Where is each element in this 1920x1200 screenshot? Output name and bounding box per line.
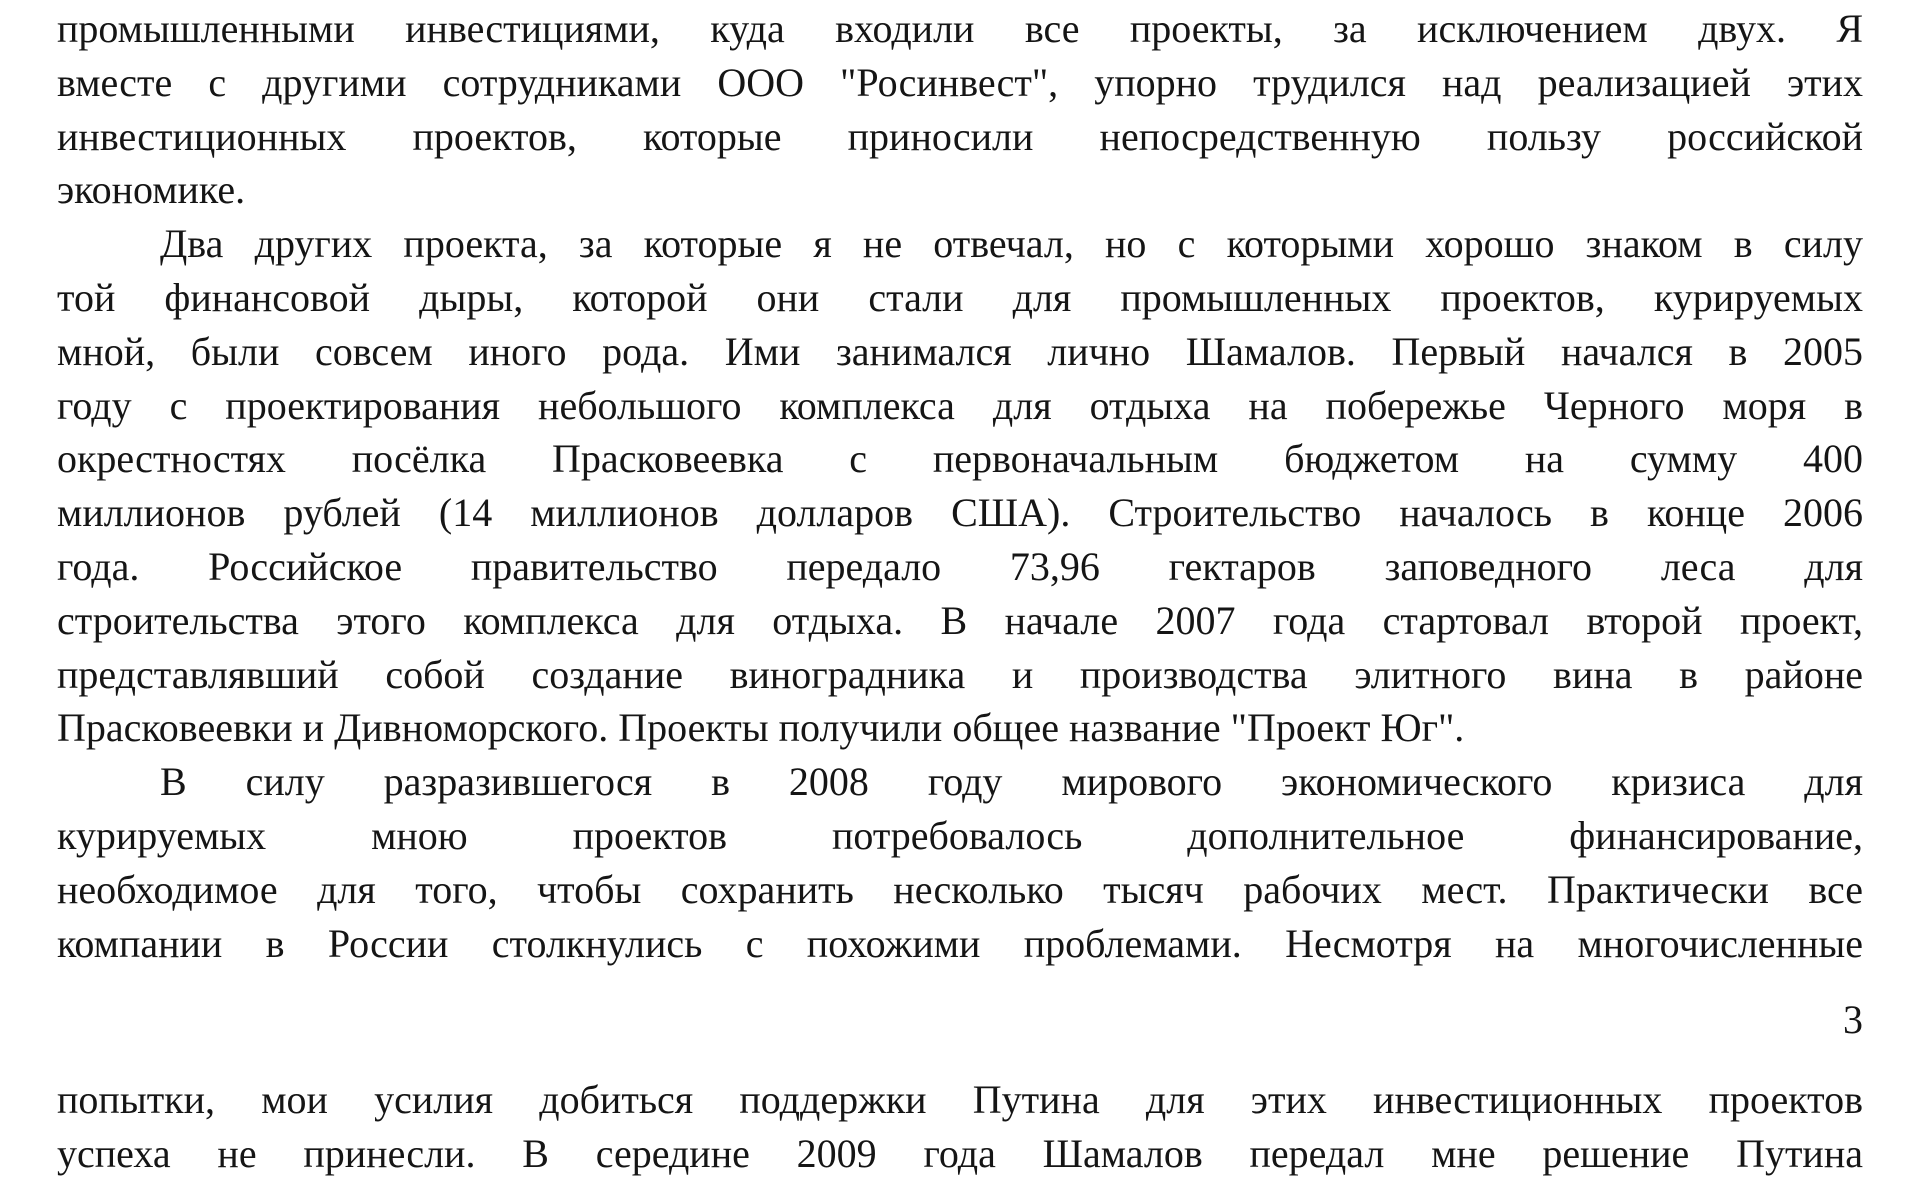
text-line: окрестностях посёлка Прасковеевка с первоначальным бюджетом на сумму 400 [57,436,1863,482]
text-line: попытки, мои усилия добиться поддержки Путина для этих инвестиционных проектов [57,1077,1863,1122]
text-line: миллионов рублей (14 миллионов долларов США). Строительство началось в конце 2006 [57,490,1863,536]
text-line: строительства этого комплекса для отдыха. В начале 2007 года стартовал второй проект, [57,597,1863,643]
text-line: вместе с другими сотрудниками ООО "Росинвест", упорно трудился над реализацией этих [57,59,1863,105]
text-line: Два других проекта, за которые я не отвечал, но с которыми хорошо знаком в силу [160,221,1863,267]
page-4-body-text [57,1073,1863,1181]
text-line: необходимое для того, чтобы сохранить несколько тысяч рабочих мест. Практически все [57,866,1863,912]
text-line: В силу разразившегося в 2008 году мирового экономического кризиса для [160,759,1863,805]
text-line: инвестиционных проектов, которые приносили непосредственную пользу российской [57,113,1863,159]
page-number: 3 [1843,997,1863,1042]
text-line: той финансовой дыры, которой они стали для промышленных проектов, курируемых [57,274,1863,320]
text-line: года. Российское правительство передало 73,96 гектаров заповедного леса для [57,543,1863,589]
text-line: компании в России столкнулись с похожими проблемами. Несмотря на многочисленные [57,920,1863,966]
text-line: представлявший собой создание виноградника и производства элитного вина в районе [57,651,1863,697]
text-line: успеха не принесли. В середине 2009 года Шамалов передал мне решение Путина [57,1130,1863,1176]
text-line: курируемых мною проектов потребовалось дополнительное финансирование, [57,812,1863,858]
text-line: Прасковеевки и Дивноморского. Проекты получили общее название "Проект Юг". [57,705,1465,751]
page-3-body-text [57,2,1863,970]
text-line: экономике. [57,167,246,213]
text-line: промышленными инвестициями, куда входили все проекты, за исключением двух. Я [57,6,1863,51]
text-line: году с проектирования небольшого комплекса для отдыха на побережье Черного моря в [57,382,1863,428]
text-line: мной, были совсем иного рода. Ими занимался лично Шамалов. Первый начался в 2005 [57,328,1863,374]
